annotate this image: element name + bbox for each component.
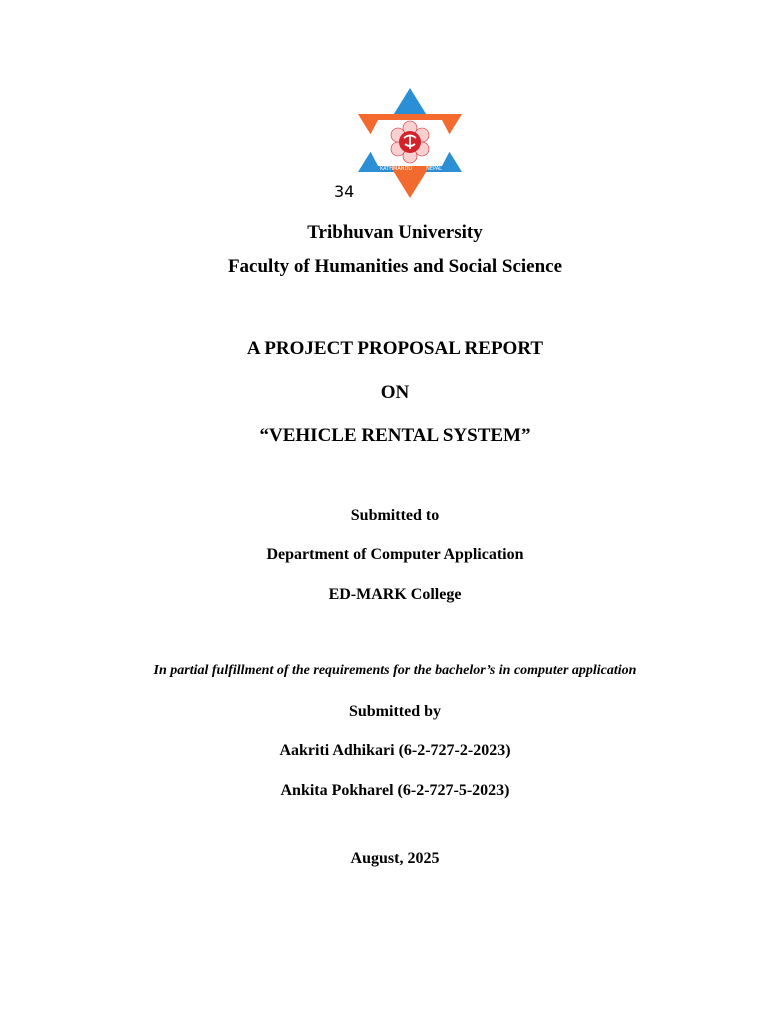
submission-date: August, 2025 bbox=[350, 850, 440, 867]
author-1: Aakriti Adhikari (6-2-727-2-2023) bbox=[279, 742, 511, 759]
submitted-to-label: Submitted to bbox=[350, 507, 440, 524]
fulfillment-statement: In partial fulfillment of the requirements for the bachelor’s in computer application bbox=[153, 663, 637, 678]
report-on: ON bbox=[380, 382, 410, 403]
logo-text-kathmandu: KATHMANDU bbox=[379, 166, 413, 172]
report-title: “VEHICLE RENTAL SYSTEM” bbox=[259, 425, 531, 446]
submitted-by-label: Submitted by bbox=[348, 703, 442, 720]
department-name: Department of Computer Application bbox=[266, 546, 524, 563]
faculty-name: Faculty of Humanities and Social Science bbox=[227, 256, 563, 277]
logo-text-nepal: NEPAL bbox=[426, 166, 442, 172]
author-2: Ankita Pokharel (6-2-727-5-2023) bbox=[280, 782, 510, 799]
college-name: ED-MARK College bbox=[328, 586, 462, 603]
page-number: 34 bbox=[334, 182, 355, 201]
report-type: A PROJECT PROPOSAL REPORT bbox=[246, 338, 544, 359]
university-logo-icon bbox=[356, 86, 464, 200]
university-name: Tribhuvan University bbox=[307, 222, 483, 243]
